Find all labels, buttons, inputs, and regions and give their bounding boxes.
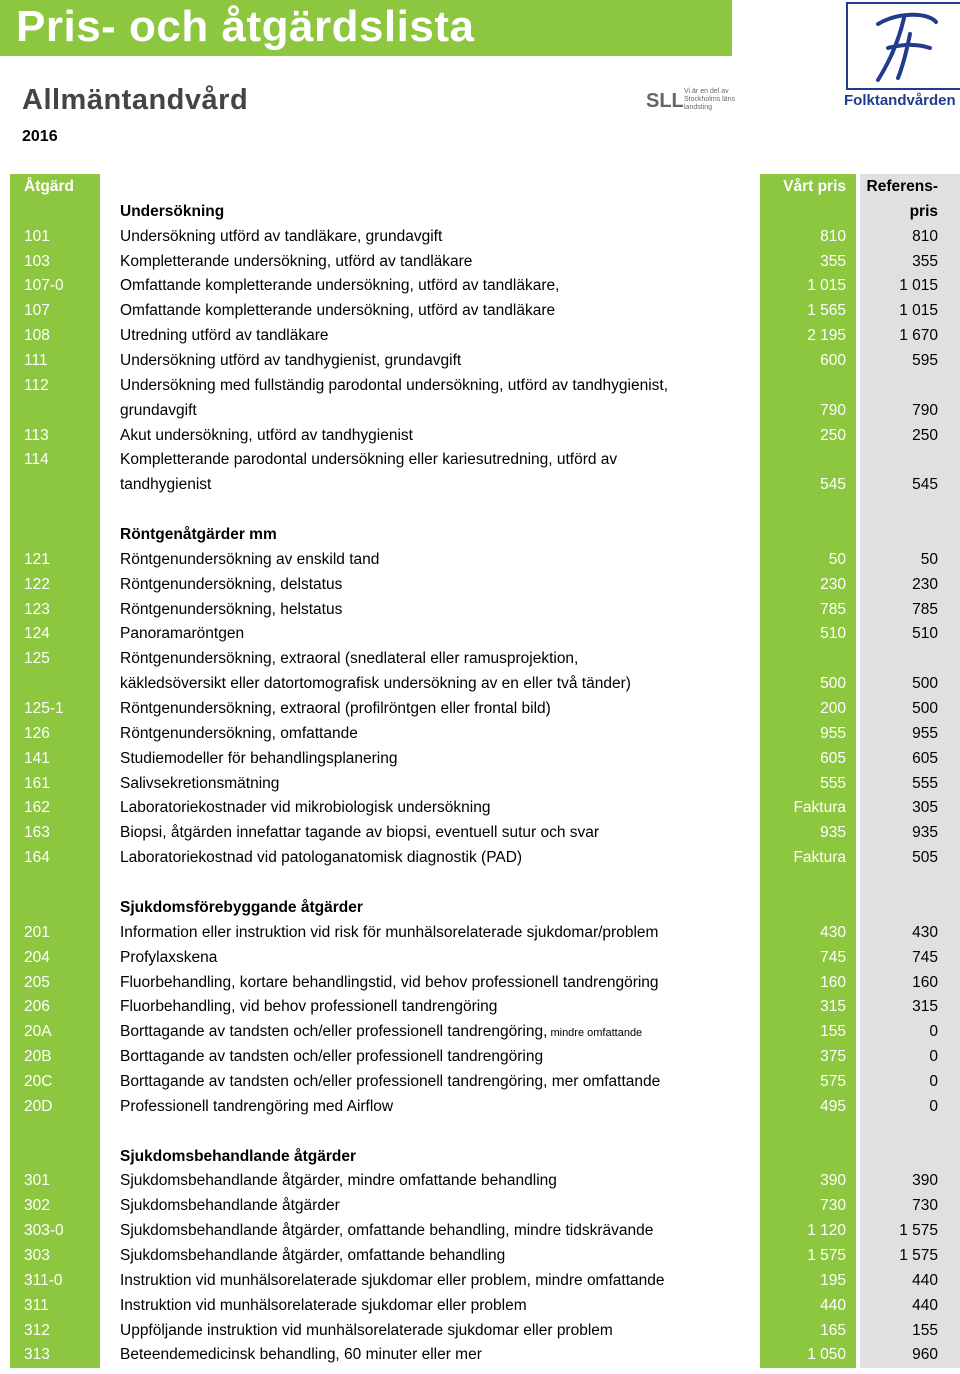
row-description: Studiemodeller för behandlingsplanering xyxy=(120,749,398,767)
row-description: Laboratoriekostnad vid patologanatomisk diagnostik (PAD) xyxy=(120,849,523,867)
table-row xyxy=(10,497,960,522)
row-reference-price: 810 xyxy=(912,227,938,245)
row-description: Sjukdomsbehandlande åtgärder, mindre omfattande behandling xyxy=(120,1172,557,1190)
row-price: 500 xyxy=(820,675,846,693)
row-code: 107-0 xyxy=(24,277,64,295)
row-code: 124 xyxy=(24,625,50,643)
row-code: 164 xyxy=(24,849,50,867)
folktandvarden-name: Folktandvården xyxy=(844,92,956,109)
table-row xyxy=(10,994,960,1019)
row-reference-price: 935 xyxy=(912,824,938,842)
row-price: 2 195 xyxy=(807,327,846,345)
row-price: 1 565 xyxy=(807,302,846,320)
row-description: Röntgenundersökning, extraoral (snedlateral eller ramusprojektion, xyxy=(120,650,579,668)
row-code: 301 xyxy=(24,1172,50,1190)
table-row xyxy=(10,249,960,274)
table-row xyxy=(10,224,960,249)
row-code: 201 xyxy=(24,923,50,941)
table-row xyxy=(10,1094,960,1119)
row-code: 162 xyxy=(24,799,50,817)
row-description: Röntgenundersökning av enskild tand xyxy=(120,550,380,568)
row-reference-price: 440 xyxy=(912,1296,938,1314)
row-code: 205 xyxy=(24,973,50,991)
row-description: Laboratoriekostnader vid mikrobiologisk undersökning xyxy=(120,799,491,817)
row-code: 206 xyxy=(24,998,50,1016)
row-price: 390 xyxy=(820,1172,846,1190)
folktandvarden-emblem xyxy=(846,2,960,90)
column-header-ref: Referens- xyxy=(866,178,938,195)
row-price: 955 xyxy=(820,724,846,742)
row-price: 605 xyxy=(820,749,846,767)
row-description: Akut undersökning, utförd av tandhygienist xyxy=(120,426,413,444)
table-row xyxy=(10,696,960,721)
row-reference-price: 155 xyxy=(912,1321,938,1339)
table-row xyxy=(10,423,960,448)
row-code: 113 xyxy=(24,426,49,444)
table-row xyxy=(10,174,960,199)
row-description: Information eller instruktion vid risk för munhälsorelaterade sjukdomar/problem xyxy=(120,923,659,941)
table-row xyxy=(10,1193,960,1218)
table-row xyxy=(10,373,960,398)
table-row xyxy=(10,1342,960,1367)
table-row xyxy=(10,522,960,547)
table-row xyxy=(10,820,960,845)
row-code: 20D xyxy=(24,1097,53,1115)
table-body xyxy=(10,174,960,1367)
page-subtitle: Allmäntandvård xyxy=(22,84,249,116)
table-row xyxy=(10,1318,960,1343)
row-reference-price: 500 xyxy=(912,700,938,718)
row-reference-price: 745 xyxy=(912,948,938,966)
row-description: Röntgenundersökning, omfattande xyxy=(120,724,358,742)
table-row xyxy=(10,970,960,995)
row-code: 302 xyxy=(24,1197,50,1215)
row-reference-price: 355 xyxy=(912,252,938,270)
row-reference-price: 955 xyxy=(912,724,938,742)
row-code: 141 xyxy=(24,749,50,767)
row-description: Profylaxskena xyxy=(120,948,218,966)
row-description: grundavgift xyxy=(120,401,197,419)
row-description: Undersökning utförd av tandläkare, grundavgift xyxy=(120,227,443,245)
row-code: 20C xyxy=(24,1072,53,1090)
row-reference-price: 305 xyxy=(912,799,938,817)
column-header-ref-2: pris xyxy=(909,202,938,220)
row-reference-price: 315 xyxy=(912,998,938,1016)
row-description: Biopsi, åtgärden innefattar tagande av biopsi, eventuell sutur och svar xyxy=(120,824,600,842)
row-reference-price: 0 xyxy=(929,1097,938,1115)
row-description: Sjukdomsbehandlande åtgärder xyxy=(120,1197,340,1215)
table-row xyxy=(10,1144,960,1169)
table-row xyxy=(10,1069,960,1094)
title-banner xyxy=(0,0,732,56)
row-price: 160 xyxy=(820,973,846,991)
section-title: Sjukdomsbehandlande åtgärder xyxy=(120,1147,356,1165)
row-price: 575 xyxy=(820,1072,846,1090)
row-reference-price: 1 015 xyxy=(899,277,938,295)
row-reference-price: 0 xyxy=(929,1072,938,1090)
table-row xyxy=(10,398,960,423)
table-row xyxy=(10,795,960,820)
table-row xyxy=(10,1268,960,1293)
row-description: Utredning utförd av tandläkare xyxy=(120,327,329,345)
row-description: Panoramaröntgen xyxy=(120,625,245,643)
table-row xyxy=(10,845,960,870)
row-price: 1 015 xyxy=(807,277,846,295)
row-code: 20A xyxy=(24,1023,52,1041)
table-row xyxy=(10,1293,960,1318)
table-row xyxy=(10,447,960,472)
row-description: Sjukdomsbehandlande åtgärder, omfattande behandling xyxy=(120,1246,506,1264)
table-row xyxy=(10,472,960,497)
row-description: Kompletterande parodontal undersökning eller kariesutredning, utförd av xyxy=(120,451,618,469)
row-description: Instruktion vid munhälsorelaterade sjukdomar eller problem xyxy=(120,1296,527,1314)
row-reference-price: 1 575 xyxy=(899,1246,938,1264)
row-price: 1 575 xyxy=(807,1246,846,1264)
row-reference-price: 555 xyxy=(912,774,938,792)
table-row xyxy=(10,1119,960,1144)
row-reference-price: 1 575 xyxy=(899,1222,938,1240)
section-title: Undersökning xyxy=(120,202,225,220)
row-price: 555 xyxy=(820,774,846,792)
row-price: 250 xyxy=(820,426,846,444)
row-description: tandhygienist xyxy=(120,476,212,494)
row-description: Omfattande kompletterande undersökning, utförd av tandläkare xyxy=(120,302,556,320)
row-price: 935 xyxy=(820,824,846,842)
row-code: 163 xyxy=(24,824,50,842)
row-description: Fluorbehandling, kortare behandlingstid, vid behov professionell tandrengöring xyxy=(120,973,659,991)
row-code: 123 xyxy=(24,600,50,618)
page-title: Pris- och åtgärdslista xyxy=(16,2,475,51)
row-price: 810 xyxy=(820,227,846,245)
row-price: 430 xyxy=(820,923,846,941)
row-price: 375 xyxy=(820,1048,846,1066)
table-row xyxy=(10,199,960,224)
table-row xyxy=(10,1019,960,1044)
table-row xyxy=(10,1218,960,1243)
row-reference-price: 790 xyxy=(912,401,938,419)
row-description: Röntgenundersökning, extraoral (profilröntgen eller frontal bild) xyxy=(120,700,551,718)
row-price: 790 xyxy=(820,401,846,419)
row-reference-price: 160 xyxy=(912,973,938,991)
table-row xyxy=(10,671,960,696)
column-header-code: Åtgärd xyxy=(24,178,74,195)
row-price: 785 xyxy=(820,600,846,618)
row-code: 303-0 xyxy=(24,1222,64,1240)
row-description: Salivsekretionsmätning xyxy=(120,774,280,792)
table-row xyxy=(10,547,960,572)
row-reference-price: 230 xyxy=(912,575,938,593)
ft-monogram-icon xyxy=(848,4,960,88)
row-code: 312 xyxy=(24,1321,50,1339)
table-row xyxy=(10,1243,960,1268)
row-code: 101 xyxy=(24,227,50,245)
price-table xyxy=(10,174,960,1367)
row-reference-price: 430 xyxy=(912,923,938,941)
table-row xyxy=(10,1168,960,1193)
row-description: Borttagande av tandsten och/eller professionell tandrengöring, mindre omfattande xyxy=(120,1023,643,1041)
row-price: 165 xyxy=(820,1321,846,1339)
row-code: 107 xyxy=(24,302,50,320)
row-reference-price: 595 xyxy=(912,352,938,370)
row-code: 161 xyxy=(24,774,50,792)
row-price: 315 xyxy=(820,998,846,1016)
row-description: Sjukdomsbehandlande åtgärder, omfattande behandling, mindre tidskrävande xyxy=(120,1222,654,1240)
row-reference-price: 250 xyxy=(912,426,938,444)
row-reference-price: 605 xyxy=(912,749,938,767)
row-code: 20B xyxy=(24,1048,52,1066)
table-row xyxy=(10,771,960,796)
section-title: Sjukdomsförebyggande åtgärder xyxy=(120,898,363,916)
row-code: 311-0 xyxy=(24,1271,63,1289)
table-row xyxy=(10,298,960,323)
folktandvarden-logo xyxy=(838,0,960,120)
row-code: 111 xyxy=(24,352,48,370)
section-title: Röntgenåtgärder mm xyxy=(120,526,277,544)
row-code: 126 xyxy=(24,724,50,742)
table-row xyxy=(10,870,960,895)
row-reference-price: 440 xyxy=(912,1271,938,1289)
row-reference-price: 730 xyxy=(912,1197,938,1215)
table-row xyxy=(10,323,960,348)
row-price: 730 xyxy=(820,1197,846,1215)
table-row xyxy=(10,746,960,771)
row-price: 495 xyxy=(820,1097,846,1115)
row-description: Fluorbehandling, vid behov professionell tandrengöring xyxy=(120,998,498,1016)
row-price: 355 xyxy=(820,252,846,270)
row-price: 200 xyxy=(820,700,846,718)
row-reference-price: 390 xyxy=(912,1172,938,1190)
sll-text: Vi är en del av Stockholms läns landsting xyxy=(684,88,735,111)
row-code: 108 xyxy=(24,327,50,345)
row-description: Undersökning med fullständig parodontal undersökning, utförd av tandhygienist, xyxy=(120,376,669,394)
row-price: Faktura xyxy=(793,849,846,867)
year-label: 2016 xyxy=(22,128,58,145)
row-code: 122 xyxy=(24,575,50,593)
table-row xyxy=(10,920,960,945)
row-price: 440 xyxy=(820,1296,846,1314)
row-description: Borttagande av tandsten och/eller professionell tandrengöring xyxy=(120,1048,544,1066)
row-reference-price: 785 xyxy=(912,600,938,618)
row-code: 313 xyxy=(24,1346,50,1364)
row-reference-price: 960 xyxy=(912,1346,938,1364)
row-reference-price: 1 015 xyxy=(899,302,938,320)
row-description: Borttagande av tandsten och/eller professionell tandrengöring, mer omfattande xyxy=(120,1072,661,1090)
row-price: 50 xyxy=(828,550,846,568)
table-row xyxy=(10,572,960,597)
column-header-price: Vårt pris xyxy=(783,178,846,195)
table-row xyxy=(10,348,960,373)
row-price: 745 xyxy=(820,948,846,966)
sll-mark: SLL xyxy=(646,90,684,112)
row-description: Beteendemedicinsk behandling, 60 minuter eller mer xyxy=(120,1346,482,1364)
table-row xyxy=(10,621,960,646)
table-row xyxy=(10,945,960,970)
row-reference-price: 0 xyxy=(929,1048,938,1066)
row-reference-price: 50 xyxy=(920,550,938,568)
table-row xyxy=(10,273,960,298)
row-price: 1 120 xyxy=(807,1222,846,1240)
row-reference-price: 510 xyxy=(912,625,938,643)
table-row xyxy=(10,646,960,671)
row-code: 103 xyxy=(24,252,50,270)
row-code: 121 xyxy=(24,550,50,568)
row-reference-price: 500 xyxy=(912,675,938,693)
row-description: Röntgenundersökning, delstatus xyxy=(120,575,343,593)
table-row xyxy=(10,1044,960,1069)
row-price: 545 xyxy=(820,476,846,494)
row-price: Faktura xyxy=(793,799,846,817)
row-description: Instruktion vid munhälsorelaterade sjukdomar eller problem, mindre omfattande xyxy=(120,1271,665,1289)
table-row xyxy=(10,895,960,920)
row-code: 311 xyxy=(24,1296,49,1314)
sll-logo xyxy=(646,88,742,114)
row-description: Röntgenundersökning, helstatus xyxy=(120,600,343,618)
row-price: 510 xyxy=(820,625,846,643)
row-description: Kompletterande undersökning, utförd av tandläkare xyxy=(120,252,473,270)
row-description-note: mindre omfattande xyxy=(547,1027,643,1040)
row-reference-price: 545 xyxy=(912,476,938,494)
row-price: 195 xyxy=(820,1271,846,1289)
row-price: 230 xyxy=(820,575,846,593)
row-code: 125 xyxy=(24,650,50,668)
row-reference-price: 0 xyxy=(929,1023,938,1041)
row-reference-price: 505 xyxy=(912,849,938,867)
table-row xyxy=(10,597,960,622)
row-description: käkledsöversikt eller datortomografisk undersökning av en eller två tänder) xyxy=(120,675,631,693)
row-code: 303 xyxy=(24,1246,50,1264)
row-description: Omfattande kompletterande undersökning, utförd av tandläkare, xyxy=(120,277,560,295)
row-description: Uppföljande instruktion vid munhälsorelaterade sjukdomar eller problem xyxy=(120,1321,613,1339)
row-code: 112 xyxy=(24,376,49,394)
row-code: 125-1 xyxy=(24,700,64,718)
row-description: Professionell tandrengöring med Airflow xyxy=(120,1097,394,1115)
row-price: 155 xyxy=(820,1023,846,1041)
row-price: 1 050 xyxy=(807,1346,846,1364)
row-code: 114 xyxy=(24,451,49,469)
table-row xyxy=(10,721,960,746)
row-code: 204 xyxy=(24,948,50,966)
row-price: 600 xyxy=(820,352,846,370)
row-reference-price: 1 670 xyxy=(899,327,938,345)
row-description: Undersökning utförd av tandhygienist, grundavgift xyxy=(120,352,462,370)
